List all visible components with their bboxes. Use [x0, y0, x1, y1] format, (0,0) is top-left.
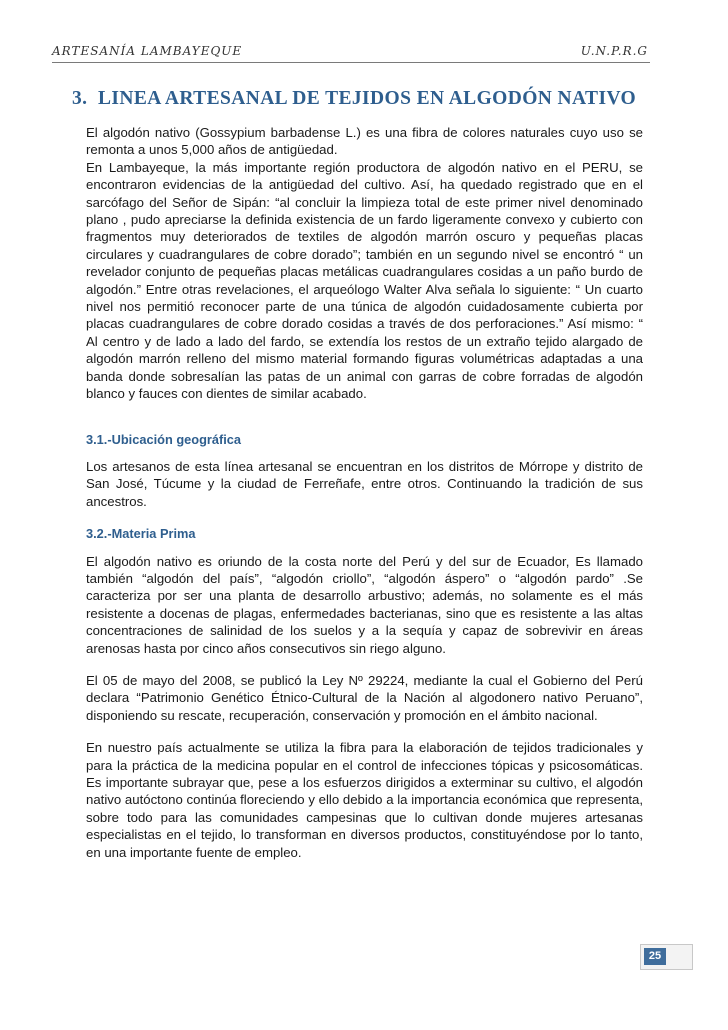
section-title: LINEA ARTESANAL DE TEJIDOS EN ALGODÓN NATIVO	[98, 88, 637, 109]
intro-paragraph-1: El algodón nativo (Gossypium barbadense L.) es una fibra de colores naturales cuyo uso se remonta a unos 5,000 años de antigüedad.	[86, 125, 643, 158]
header-institution: U.N.P.R.G	[580, 44, 648, 58]
subsection-title-raw-material: 3.2.-Materia Prima	[86, 526, 196, 542]
page-body	[86, 124, 643, 861]
page-number-box	[640, 944, 693, 970]
intro-paragraph-2: En Lambayeque, la más importante región productora de algodón nativo en el PERU, se encontraron evidencias de la antigüedad del cultivo. Así, ha quedado registrado que en el sarcófago del Señor de Sipán: “al concluir la limpieza total de este primer nivel denominado plano , pudo apreciarse la definida existencia de un fardo ligeramente convexo y cubierto con fragmentos muy deteriorados de textiles de algodón marrón oscuro y pequeñas placas circulares y cuadrangulares de cobre dorado”; también en un segundo nivel se encontró “ un revelador conjunto de pequeñas placas metálicas cuadrangulares cosidas a un paño burdo de algodón.” Entre otras revelaciones, el arqueólogo Walter Alva señala lo siguiente: “ Un cuarto nivel nos permitió reconocer parte de una túnica de algodón cuidadosamente cubierta por placas cuadrangulares de cobre dorado cosidas a través de dos perforaciones.” Así mismo: “ Al centro y de lado a lado del fardo, se extendía los restos de un extraño tejido alargado de algodón marrón relleno del mismo material formando figuras volumétricas adaptadas a una banda donde sobresalían las patas de un animal con garras de cobre forradas de algodón blanco y fauces con dientes de similar acabado.	[86, 159, 643, 402]
raw-material-paragraph-3: En nuestro país actualmente se utiliza la fibra para la elaboración de tejidos tradicionales y para la práctica de la medicina popular en el control de infecciones tópicas y psicosomáticas. Es importante subrayar que, pese a los esfuerzos dirigidos a exterminar su cultivo, el algodón nativo autóctono continúa floreciendo y ello debido a la importancia económica que representa, sobre todo para las comunidades campesinas que lo cultivan donde mujeres artesanas especialistas en el tejido, lo transforman en diversos productos, constituyéndose por lo tanto, en una importante fuente de empleo.	[86, 740, 643, 860]
section-heading	[72, 88, 688, 110]
section-number: 3.	[72, 88, 88, 109]
raw-material-paragraph-2: El 05 de mayo del 2008, se publicó la Ley Nº 29224, mediante la cual el Gobierno del Perú declara “Patrimonio Genético Étnico-Cultural de la Nación al algodonero nativo Peruano”, disponiendo su rescate, recuperación, conservación y promoción en el ámbito nacional.	[86, 672, 643, 723]
page-header	[52, 42, 650, 63]
location-paragraph: Los artesanos de esta línea artesanal se encuentran en los distritos de Mórrope y distrito de San José, Túcume y la ciudad de Ferreñafe, entre otros. Continuando la tradición de sus ancestros.	[86, 458, 643, 509]
subsection-title-location: 3.1.-Ubicación geográfica	[86, 431, 242, 447]
header-title: ARTESANÍA LAMBAYEQUE	[52, 44, 243, 58]
raw-material-paragraph-1: El algodón nativo es oriundo de la costa norte del Perú y del sur de Ecuador, Es llamado también “algodón del país”, “algodón criollo”, “algodón áspero” o “algodón pardo” .Se caracteriza por ser una planta de desarrollo arbustivo; además, no solamente es el más resistente a docenas de plagas, enfermedades bacterianas, sino que es resistente a las altas concentraciones de salinidad de los suelos y a la sequía y capaz de sobrevivir en áreas arenosas hasta por cinco años consecutivos sin riego alguno.	[86, 553, 643, 656]
page-number: 25	[644, 948, 666, 965]
